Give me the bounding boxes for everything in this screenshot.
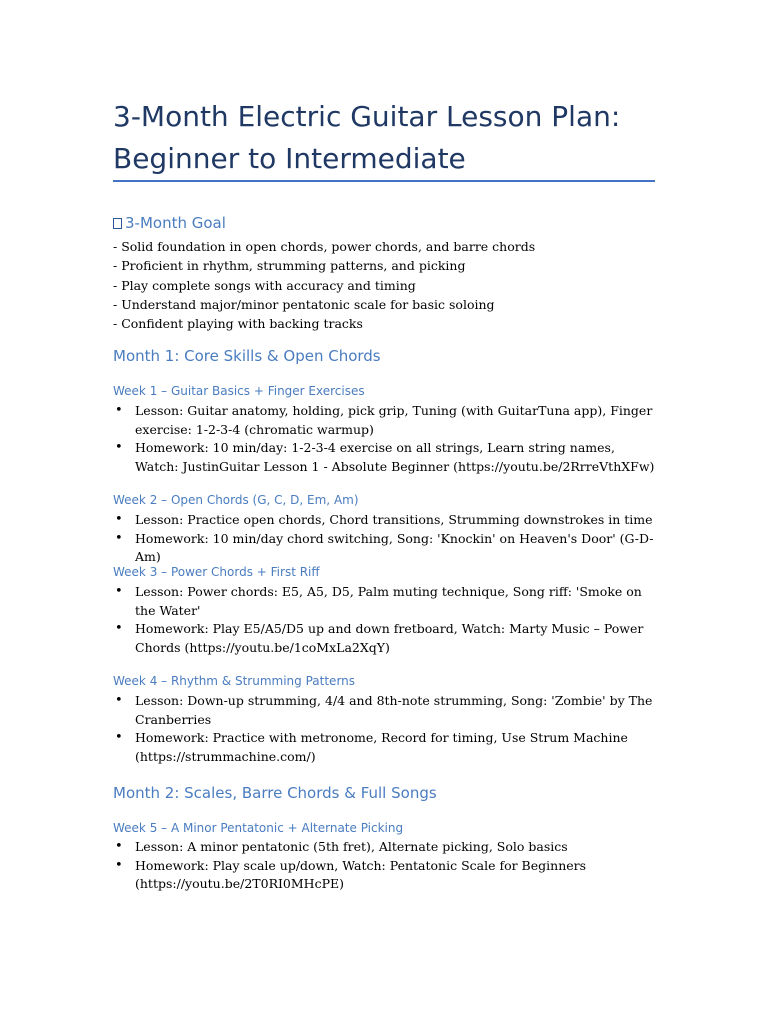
- week-2-heading: Week 2 – Open Chords (G, C, D, Em, Am): [113, 493, 359, 507]
- week-5-list: [113, 838, 655, 894]
- document-title: [113, 96, 655, 180]
- list-item: • Homework: Play E5/A5/D5 up and down fretboard, Watch: Marty Music – Power Chords (https://youtu.be/1coMxLa2XqY): [115, 621, 644, 655]
- week-2-list: [113, 511, 655, 567]
- list-item: • Lesson: Practice open chords, Chord transitions, Strumming downstrokes in time: [113, 511, 655, 530]
- bullet-dot-icon: •: [115, 730, 123, 745]
- month-1-heading: Month 1: Core Skills & Open Chords: [113, 347, 381, 365]
- week-3-list: [113, 583, 655, 657]
- title-line-1: 3-Month Electric Guitar Lesson Plan:: [113, 100, 621, 133]
- bullet-dot-icon: •: [115, 403, 123, 418]
- missing-glyph-icon: [113, 218, 122, 229]
- week-4-heading: Week 4 – Rhythm & Strumming Patterns: [113, 674, 356, 688]
- goal-item: - Understand major/minor pentatonic scale for basic soloing: [113, 296, 495, 312]
- goal-item: - Play complete songs with accuracy and timing: [113, 277, 416, 293]
- week-1-heading: Week 1 – Guitar Basics + Finger Exercises: [113, 384, 365, 398]
- week-1-list: [113, 402, 655, 476]
- list-item: • Homework: 10 min/day chord switching, Song: 'Knockin' on Heaven's Door' (G-D-Am): [115, 530, 654, 564]
- bullet-dot-icon: •: [115, 530, 123, 546]
- list-item: • Lesson: Down-up strumming, 4/4 and 8th-note strumming, Song: 'Zombie' by The Cranberries: [115, 693, 653, 727]
- bullet-dot-icon: •: [115, 839, 123, 854]
- week-4-list: [113, 692, 655, 766]
- list-item: • Homework: Play scale up/down, Watch: Pentatonic Scale for Beginners (https://youtu.be/2T0RI0MHcPE): [115, 857, 587, 891]
- bullet-dot-icon: •: [115, 693, 123, 708]
- bullet-dot-icon: •: [115, 440, 123, 455]
- list-item: • Lesson: A minor pentatonic (5th fret), Alternate picking, Solo basics: [113, 838, 655, 857]
- list-item: • Lesson: Guitar anatomy, holding, pick grip, Tuning (with GuitarTuna app), Finger exercise: 1-2-3-4 (chromatic warmup): [115, 403, 653, 437]
- bullet-dot-icon: •: [115, 857, 123, 873]
- title-underline: [113, 180, 655, 182]
- list-item: • Homework: 10 min/day: 1-2-3-4 exercise on all strings, Learn string names, Watch: JustinGuitar Lesson 1 - Absolute Beginner (https://youtu.be/2RrreVthXFw): [115, 440, 655, 474]
- week-5-heading: Week 5 – A Minor Pentatonic + Alternate Picking: [113, 821, 404, 835]
- title-line-2: Beginner to Intermediate: [113, 142, 466, 175]
- goal-item: - Solid foundation in open chords, power chords, and barre chords: [113, 239, 536, 254]
- month-2-heading: Month 2: Scales, Barre Chords & Full Songs: [113, 784, 437, 802]
- bullet-dot-icon: •: [115, 584, 123, 599]
- goal-heading: [113, 213, 655, 233]
- week-3-heading: Week 3 – Power Chords + First Riff: [113, 565, 320, 579]
- goal-item: - Confident playing with backing tracks: [113, 316, 363, 332]
- bullet-dot-icon: •: [115, 621, 123, 636]
- list-item: • Lesson: Power chords: E5, A5, D5, Palm muting technique, Song riff: 'Smoke on the Water': [115, 584, 642, 618]
- goal-item: - Proficient in rhythm, strumming patterns, and picking: [113, 258, 466, 274]
- goal-heading-text: 3-Month Goal: [125, 214, 226, 232]
- bullet-dot-icon: •: [115, 512, 123, 527]
- list-item: • Homework: Practice with metronome, Record for timing, Use Strum Machine (https://strummachine.com/): [115, 730, 628, 764]
- goal-list: [113, 237, 655, 333]
